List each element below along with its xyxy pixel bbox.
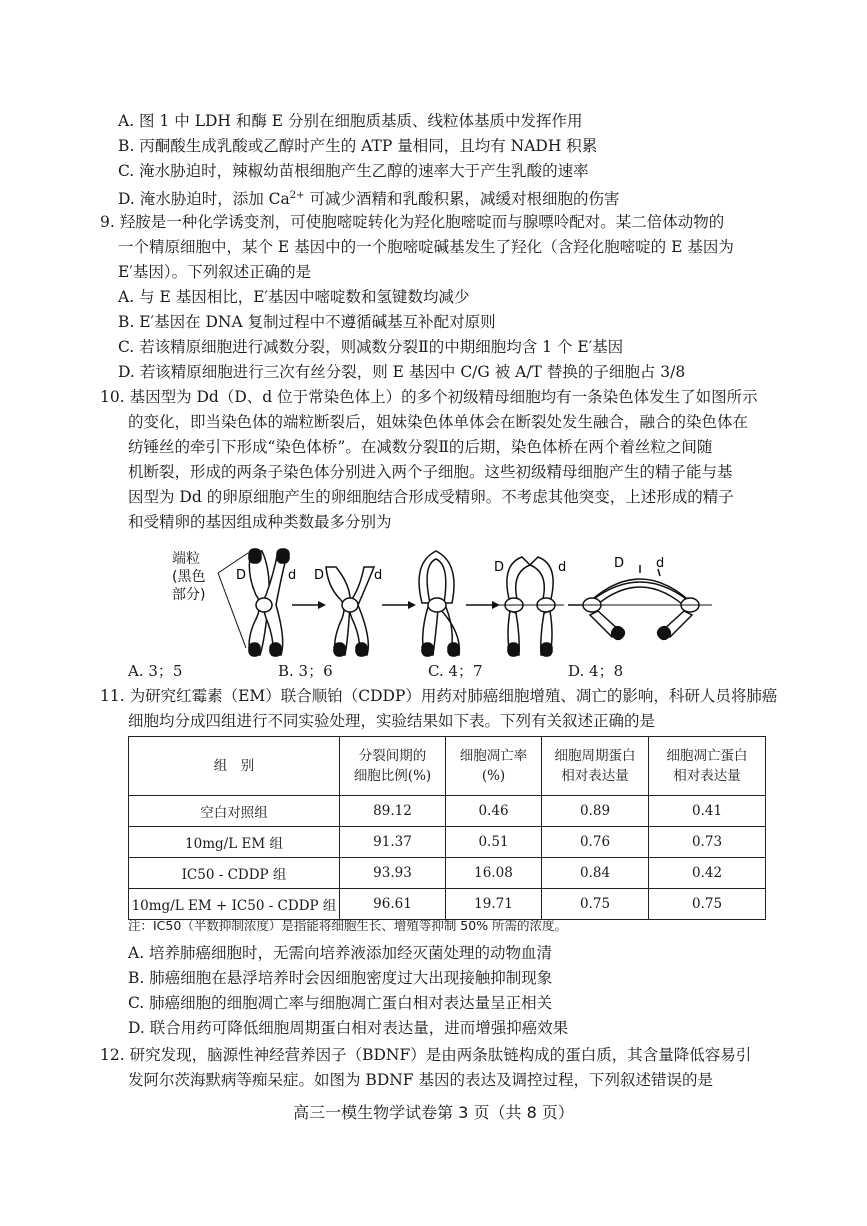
table-cell: 10mg/L EM 组 [129, 827, 340, 858]
q10-stem-line2: 的变化，即当染色体的端粒断裂后，姐妹染色体单体会在断裂处发生融合，融合的染色体在 [128, 413, 749, 431]
q11-option-d: D. 联合用药可降低细胞周期蛋白相对表达量，进而增强抑癌效果 [128, 1019, 569, 1037]
q11-table-note: 注：IC50（半数抑制浓度）是指能将细胞生长、增殖等抑制 50% 所需的浓度。 [128, 918, 568, 933]
telomere-label-3: 部分) [172, 587, 206, 603]
q8-option-d-sup: 2+ [289, 190, 305, 201]
table-row [129, 889, 766, 920]
stage1-label-d: d [288, 568, 297, 583]
q11-stem-line2: 细胞均分成四组进行不同实验处理，实验结果如下表。下列有关叙述正确的是 [128, 712, 656, 730]
stage4-label-D: D [494, 560, 505, 575]
q10-stem-line4: 机断裂，形成的两条子染色体分别进入两个子细胞。这些初级精母细胞产生的精子能与基 [128, 463, 733, 481]
telomere-label-1: 端粒 [172, 551, 200, 567]
q10-option-c: C. 4；7 [428, 662, 483, 680]
table-cell: 0.42 [649, 858, 766, 889]
table-cell: 0.75 [542, 889, 649, 920]
stage1-label-D: D [236, 568, 247, 583]
q9-option-c: C. 若该精原细胞进行减数分裂，则减数分裂Ⅱ的中期细胞均含 1 个 E′基因 [118, 338, 624, 356]
table-cell: 0.41 [649, 796, 766, 827]
header-group: 组 别 [129, 737, 340, 796]
stage2-label-D: D [314, 568, 325, 583]
table-cell: 91.37 [340, 827, 446, 858]
q9-stem-line1: 9. 羟胺是一种化学诱变剂，可使胞嘧啶转化为羟化胞嘧啶而与腺嘌呤配对。某二倍体动物的 [100, 213, 725, 231]
q9-option-b: B. E′基因在 DNA 复制过程中不遵循碱基互补配对原则 [118, 313, 496, 331]
q8-option-d-pre: D. 淹水胁迫时，添加 Ca [118, 190, 290, 208]
table-cell: 0.84 [542, 858, 649, 889]
telomere-label-2: (黑色 [172, 569, 206, 585]
q11-option-a: A. 培养肺癌细胞时，无需向培养液添加经灭菌处理的动物血清 [128, 944, 553, 962]
table-header-row [129, 737, 766, 796]
chromosome-stage-2 [326, 567, 374, 656]
table-cell: 10mg/L EM + IC50 - CDDP 组 [129, 889, 340, 920]
q10-option-a: A. 3；5 [128, 662, 183, 680]
table-cell: 16.08 [446, 858, 542, 889]
q10-stem-line3: 纺锤丝的牵引下形成“染色体桥”。在减数分裂Ⅱ的后期，染色体桥在两个着丝粒之间随 [128, 438, 713, 456]
q8-option-b: B. 丙酮酸生成乳酸或乙醇时产生的 ATP 量相同，且均有 NADH 积累 [118, 137, 598, 155]
header-apoptosis-rate: 细胞凋亡率 (%) [446, 737, 542, 796]
chromosome-bridge-diagram [150, 543, 730, 663]
table-cell: 93.93 [340, 858, 446, 889]
q10-stem-line5: 因型为 Dd 的卵原细胞产生的卵细胞结合形成受精卵。不考虑其他突变，上述形成的精子 [128, 488, 734, 506]
table-cell: 空白对照组 [129, 796, 340, 827]
chromosome-stage-5 [583, 565, 699, 641]
q10-option-d: D. 4；8 [568, 662, 624, 680]
chromosome-stage-4 [505, 557, 555, 656]
arrow-1 [292, 601, 326, 609]
q9-stem-line3: E′基因）。下列叙述正确的是 [118, 263, 312, 281]
stage5-label-d: d [656, 556, 665, 571]
q12-stem-line2: 发阿尔茨海默病等痴呆症。如图为 BDNF 基因的表达及调控过程，下列叙述错误的是 [128, 1071, 713, 1089]
header-cyclin-expression: 细胞周期蛋白 相对表达量 [542, 737, 649, 796]
q8-option-d [118, 185, 619, 210]
q11-stem-line1: 11. 为研究红霉素（EM）联合顺铂（CDDP）用药对肺癌细胞增殖、凋亡的影响，科研人员将肺癌 [100, 687, 778, 705]
experiment-results-table [128, 736, 766, 920]
table-row [129, 858, 766, 889]
table-cell: 19.71 [446, 889, 542, 920]
table-cell: 89.12 [340, 796, 446, 827]
table-row [129, 827, 766, 858]
chromosome-stage-1 [249, 549, 289, 656]
header-apoptosis-protein: 细胞凋亡蛋白 相对表达量 [649, 737, 766, 796]
table-cell: 96.61 [340, 889, 446, 920]
chromosome-stage-3 [419, 551, 459, 656]
table-cell: 0.73 [649, 827, 766, 858]
table-row [129, 796, 766, 827]
q9-option-a: A. 与 E 基因相比，E′基因中嘧啶数和氢键数均减少 [118, 288, 470, 306]
header-interphase-ratio: 分裂间期的 细胞比例(%) [340, 737, 446, 796]
stage2-label-d: d [374, 568, 383, 583]
stage5-label-D: D [614, 556, 625, 571]
arrow-3 [466, 601, 500, 609]
table-cell: 0.75 [649, 889, 766, 920]
table-cell: 0.46 [446, 796, 542, 827]
table-cell: 0.76 [542, 827, 649, 858]
table-cell: 0.89 [542, 796, 649, 827]
q10-stem-line6: 和受精卵的基因组成种类数最多分别为 [128, 513, 392, 531]
table-cell: IC50 - CDDP 组 [129, 858, 340, 889]
arrow-2 [382, 601, 416, 609]
page-footer: 高三一模生物学试卷第 3 页（共 8 页） [293, 1103, 574, 1122]
q10-stem-line1: 10. 基因型为 Dd（D、d 位于常染色体上）的多个初级精母细胞均有一条染色体发生了如图所示 [100, 388, 758, 406]
table-cell: 0.51 [446, 827, 542, 858]
stage4-label-d: d [558, 560, 567, 575]
q8-option-d-post: 可减少酒精和乳酸积累，减缓对根细胞的伤害 [304, 190, 620, 208]
q9-stem-line2: 一个精原细胞中，某个 E 基因中的一个胞嘧啶碱基发生了羟化（含羟化胞嘧啶的 E 基因为 [118, 238, 734, 256]
q11-option-c: C. 肺癌细胞的细胞凋亡率与细胞凋亡蛋白相对表达量呈正相关 [128, 994, 553, 1012]
q8-option-c: C. 淹水胁迫时，辣椒幼苗根细胞产生乙醇的速率大于产生乳酸的速率 [118, 162, 589, 180]
q8-option-a: A. 图 1 中 LDH 和酶 E 分别在细胞质基质、线粒体基质中发挥作用 [118, 112, 583, 130]
q12-stem-line1: 12. 研究发现，脑源性神经营养因子（BDNF）是由两条肽链构成的蛋白质，其含量降低容易引 [100, 1046, 752, 1064]
q9-option-d: D. 若该精原细胞进行三次有丝分裂，则 E 基因中 C/G 被 A/T 替换的子细胞占 3/8 [118, 363, 686, 381]
q10-option-b: B. 3；6 [278, 662, 333, 680]
q11-option-b: B. 肺癌细胞在悬浮培养时会因细胞密度过大出现接触抑制现象 [128, 969, 553, 987]
